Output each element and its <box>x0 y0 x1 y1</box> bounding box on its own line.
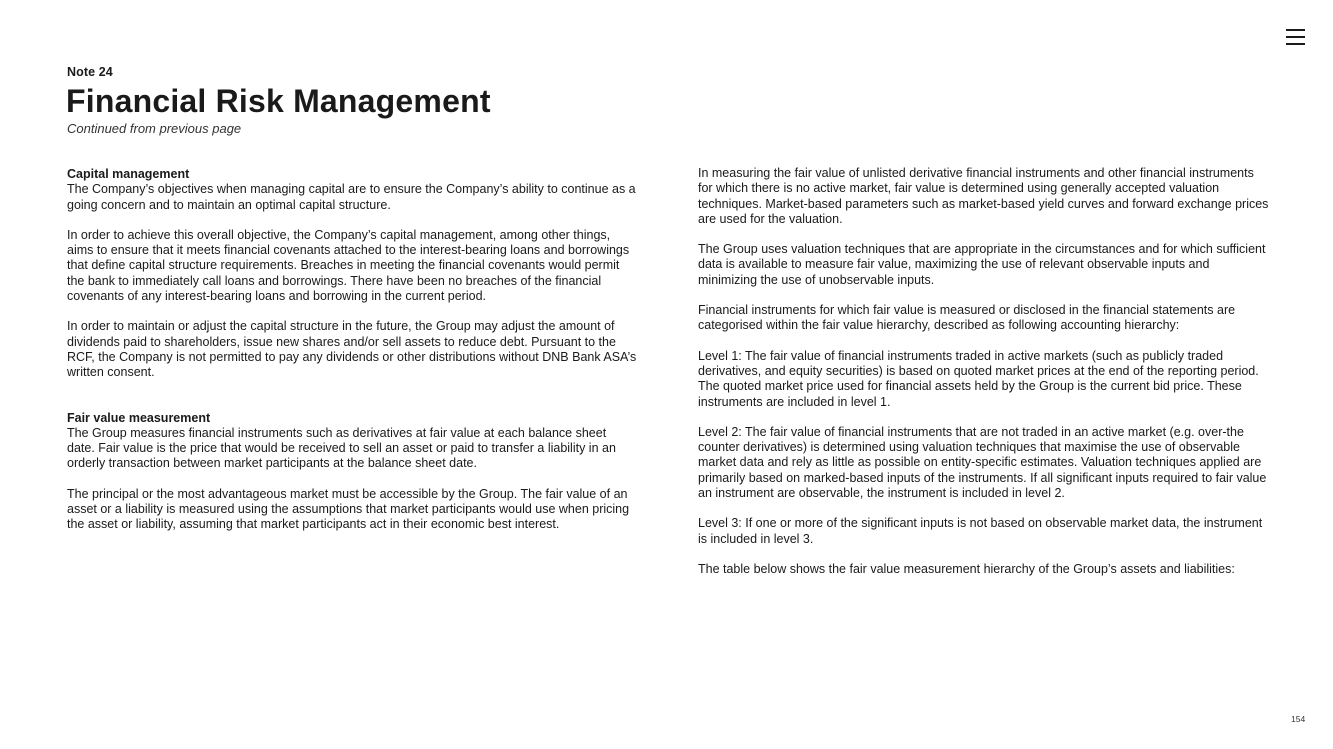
menu-line <box>1286 43 1305 45</box>
valuation-paragraph-2: The Group uses valuation techniques that are appropriate in the circumstances and for which sufficient data is available to measure fair value, maximizing the use of relevant observable inputs and minimizing the use of unobservable inputs. <box>698 242 1266 287</box>
page-title: Financial Risk Management <box>66 83 491 119</box>
capital-management-heading: Capital management <box>67 167 190 181</box>
note-label: Note 24 <box>67 65 113 79</box>
hierarchy-intro-paragraph: Financial instruments for which fair value is measured or disclosed in the financial statements are categorised within the fair value hierarchy, described as following accounting hierarchy: <box>698 303 1236 333</box>
page-number: 154 <box>1291 714 1306 724</box>
level-3-paragraph: Level 3: If one or more of the significant inputs is not based on observable market data, the instrument is included in level 3. <box>698 516 1263 546</box>
capital-paragraph-1: The Company’s objectives when managing capital are to ensure the Company’s ability to continue as a going concern and to maintain an optimal capital structure. <box>67 182 636 212</box>
table-intro-paragraph: The table below shows the fair value measurement hierarchy of the Group’s assets and liabilities: <box>698 561 1235 576</box>
menu-line <box>1286 29 1305 31</box>
right-column <box>698 166 1270 577</box>
page-subtitle: Continued from previous page <box>67 121 242 136</box>
capital-paragraph-3: In order to maintain or adjust the capital structure in the future, the Group may adjust the amount of dividends paid to shareholders, issue new shares and/or sell assets to reduce debt. Pursuant to the RCF, the Company is not permitted to pay any dividends or other distributions without DNB Bank ASA’s written consent. <box>67 319 637 380</box>
level-2-paragraph: Level 2: The fair value of financial instruments that are not traded in an active market (e.g. over-the counter derivatives) is determined using valuation techniques that maximise the use of observable market data and rely as little as possible on entity-specific estimates. Valuation techniques applied are primarily based on marked-based inputs of the instruments. If all significant inputs required to fair value an instrument are observable, the instrument is included in level 2. <box>698 424 1267 501</box>
fair-value-paragraph-2: The principal or the most advantageous market must be accessible by the Group. The fair value of an asset or a liability is measured using the assumptions that market participants would use when pricing the asset or liability, assuming that market participants act in their economic best interest. <box>67 486 630 532</box>
hamburger-menu-icon[interactable] <box>1286 28 1306 46</box>
level-1-paragraph: Level 1: The fair value of financial instruments traded in active markets (such as publicly traded derivatives, and equity securities) is based on quoted market prices at the end of the reporting period. The quoted market price used for financial assets held by the Group is the current bid price. These instruments are included in level 1. <box>698 348 1259 409</box>
fair-value-paragraph-1: The Group measures financial instruments such as derivatives at fair value at each balance sheet date. Fair value is the price that would be received to sell an asset or paid to transfer a liability in an orderly transaction between market participants at the balance sheet date. <box>67 425 616 471</box>
capital-paragraph-2: In order to achieve this overall objective, the Company’s capital management, among other things, aims to ensure that it meets financial covenants attached to the interest-bearing loans and borrowings that define capital structure requirements. Breaches in meeting the financial covenants would permit the bank to immediately call loans and borrowings. There have been no breaches of the financial covenants of any interest-bearing loans and borrowing in the current period. <box>67 227 630 304</box>
menu-line <box>1286 36 1305 38</box>
valuation-paragraph-1: In measuring the fair value of unlisted derivative financial instruments and other financial instruments for which there is no active market, fair value is determined using generally accepted valuation techniques. Market-based parameters such as market-based yield curves and forward exchange prices are used for the valuation. <box>698 166 1269 226</box>
left-column <box>67 167 637 533</box>
fair-value-heading: Fair value measurement <box>67 410 211 425</box>
